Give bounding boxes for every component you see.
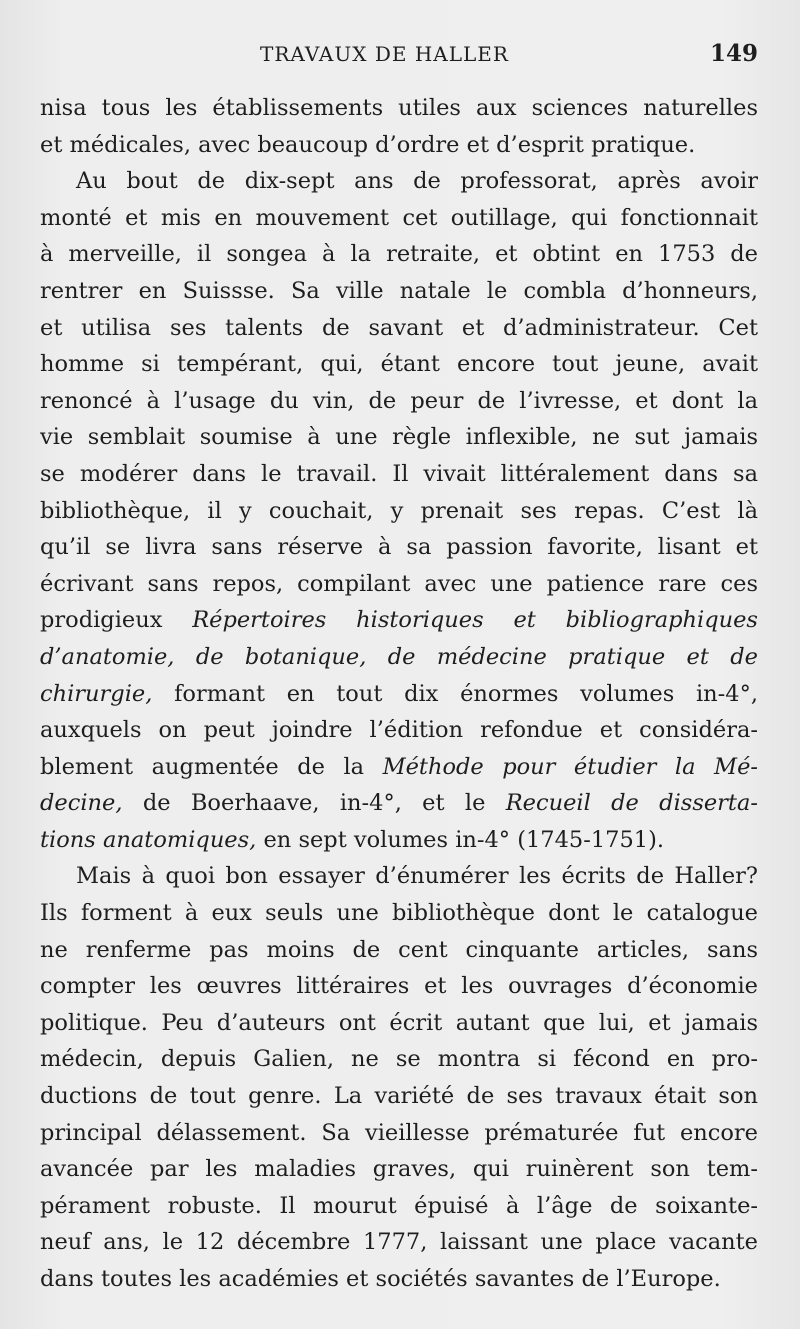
italic-title-span: Recueil de disserta- [505,790,758,817]
text-line [40,419,758,456]
text-line [40,895,758,932]
text-span: pérament robuste. Il mourut épuisé à l’âge de soixante- [40,1192,758,1219]
text-line [40,1041,758,1078]
text-span: formant en tout dix énormes volumes in-4°, [152,680,758,707]
text-line [40,676,758,713]
text-span: Au bout de dix-sept ans de professorat, après avoir [76,168,758,195]
text-line [40,273,758,310]
italic-title-span: chirurgie, [40,680,153,707]
text-span: blement augmentée de la [40,753,383,780]
text-line [40,1188,758,1225]
text-span: et médicales, avec beaucoup d’ordre et d’esprit pratique. [40,131,696,158]
text-span: prodigieux [40,607,193,634]
text-span: ductions de tout genre. La variété de ses travaux était son [40,1083,758,1110]
text-span: auxquels on peut joindre l’édition refondue et considéra- [40,717,758,744]
text-line [40,822,758,859]
text-line [40,383,758,420]
text-span: neuf ans, le 12 décembre 1777, laissant une place vacante [40,1229,758,1256]
text-span: et utilisa ses talents de savant et d’administrateur. Cet [40,314,758,341]
text-line [40,346,758,383]
running-head [40,38,758,74]
text-span: vie semblait soumise à une règle inflexible, ne sut jamais [40,424,758,451]
text-span: qu’il se livra sans réserve à sa passion favorite, lisant et [40,534,758,561]
text-line [40,968,758,1005]
italic-title-span: Méthode pour étudier la Mé- [382,753,758,780]
text-span: monté et mis en mouvement cet outillage, qui fonctionnait [40,204,758,231]
text-span: écrivant sans repos, compilant avec une patience rare ces [40,570,758,597]
text-line [40,529,758,566]
text-line [40,785,758,822]
text-line [40,493,758,530]
text-span: ne renferme pas moins de cent cinquante articles, sans [40,936,758,963]
text-line [40,639,758,676]
text-span: Mais à quoi bon essayer d’énumérer les écrits de Haller? [76,863,758,890]
text-line [40,712,758,749]
text-line [40,749,758,786]
text-line [40,200,758,237]
text-span: compter les œuvres littéraires et les ouvrages d’économie [40,973,758,1000]
text-span: nisa tous les établissements utiles aux sciences naturelles [40,95,758,121]
italic-title-span: Répertoires historiques et bibliographiques [192,607,758,634]
text-span: en sept volumes in-4° (1745-1751). [256,826,665,853]
text-span: médecin, depuis Galien, ne se montra si fécond en pro- [40,1046,758,1073]
text-line [40,1005,758,1042]
italic-title-span: tions anatomiques, [40,826,257,853]
text-span: principal délassement. Sa vieillesse prématurée fut encore [40,1119,758,1146]
running-title: TRAVAUX DE HALLER [260,42,509,66]
text-line [40,858,758,895]
text-line [40,1115,758,1152]
text-span: dans toutes les académies et sociétés savantes de l’Europe. [40,1266,721,1292]
text-line [40,1151,758,1188]
text-span: rentrer en Suissse. Sa ville natale le combla d’honneurs, [40,277,758,304]
text-line [40,1261,758,1298]
italic-title-span: decine, [40,790,123,817]
text-line [40,932,758,969]
text-line [40,127,758,164]
text-span: politique. Peu d’auteurs ont écrit autant que lui, et jamais [40,1009,758,1036]
text-line [40,236,758,273]
text-span: de Boerhaave, in-4°, et le [122,790,506,817]
text-line [40,456,758,493]
page-number: 149 [709,40,758,67]
text-line [40,163,758,200]
text-line [40,602,758,639]
text-line [40,310,758,347]
text-span: Ils forment à eux seuls une bibliothèque dont le catalogue [40,900,758,927]
text-span: avancée par les maladies graves, qui ruinèrent son tem- [40,1156,758,1183]
text-line [40,566,758,603]
text-span: bibliothèque, il y couchait, y prenait ses repas. C’est là [40,497,758,524]
italic-title-span: d’anatomie, de botanique, de médecine pratique et de [40,643,758,670]
body-text [40,90,758,1298]
text-line [40,90,758,127]
text-span: se modérer dans le travail. Il vivait littéralement dans sa [40,460,758,487]
text-line [40,1078,758,1115]
text-span: homme si tempérant, qui, étant encore tout jeune, avait [40,351,758,378]
text-span: renoncé à l’usage du vin, de peur de l’ivresse, et dont la [40,387,758,414]
text-span: à merveille, il songea à la retraite, et obtint en 1753 de [40,241,758,268]
text-line [40,1224,758,1261]
